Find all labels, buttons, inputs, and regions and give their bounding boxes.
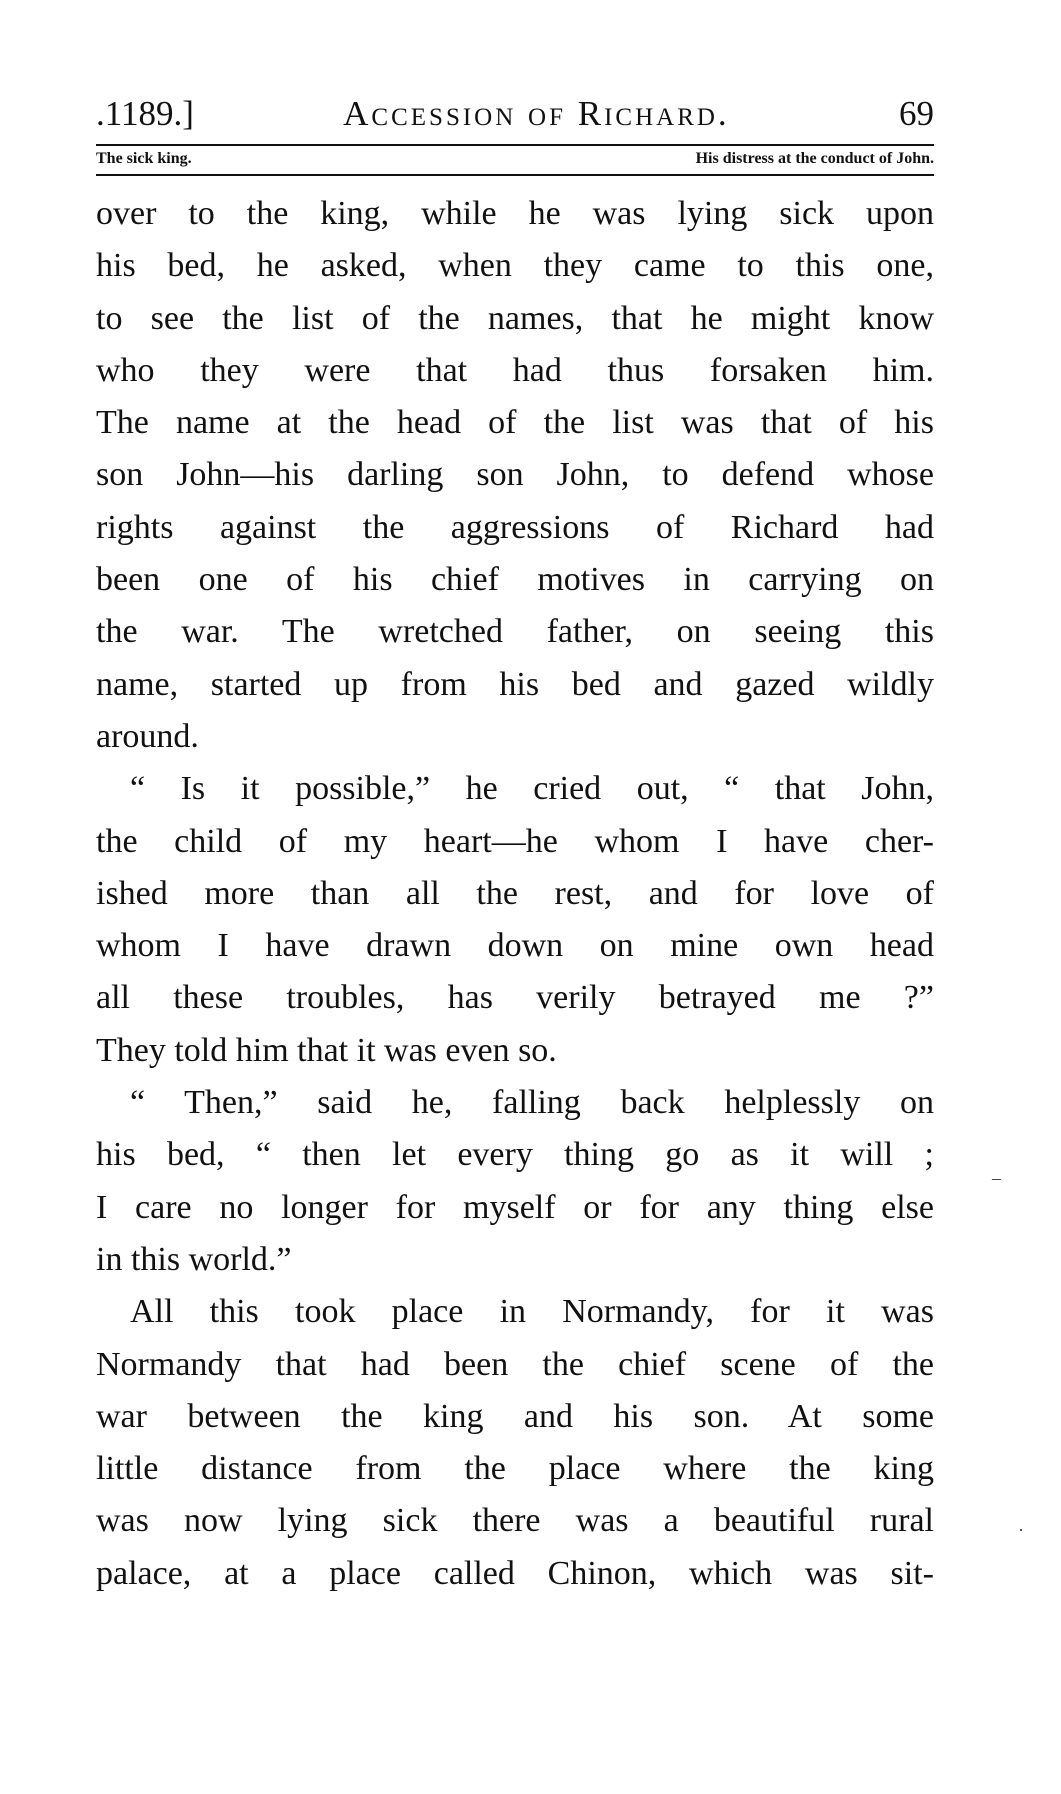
text-line: around. [96, 717, 199, 755]
running-head-year: .1189.] [96, 94, 194, 133]
book-page [96, 92, 934, 1600]
text-line: was now lying sick there was a beautiful rural [96, 1502, 934, 1540]
ink-speck-mark: – [992, 1168, 1001, 1188]
running-head-title: Accession of Richard. [343, 94, 730, 133]
side-head-rule [96, 174, 934, 176]
page-number: 69 [899, 94, 934, 133]
paragraph-2 [96, 763, 934, 1077]
text-line: been one of his chief motives in carrying on [96, 561, 934, 599]
text-line: the child of my heart—he whom I have cher- [96, 822, 934, 860]
text-line: son John—his darling son John, to defend whose [96, 456, 934, 494]
text-line: ished more than all the rest, and for love of [96, 874, 934, 912]
text-line: all these troubles, has verily betrayed me ?” [96, 979, 934, 1017]
text-line: “ Is it possible,” he cried out, “ that John, [130, 770, 934, 808]
text-line: who they were that had thus forsaken him. [96, 351, 934, 389]
paragraph-3 [96, 1077, 934, 1286]
text-line: palace, at a place called Chinon, which was sit- [96, 1554, 934, 1592]
ink-speck-mark: · [1018, 1520, 1024, 1540]
text-line: Normandy that had been the chief scene of the [96, 1345, 934, 1383]
text-line: name, started up from his bed and gazed wildly [96, 665, 934, 703]
text-line: “ Then,” said he, falling back helplessly on [130, 1084, 934, 1122]
side-head-left: The sick king. [96, 150, 192, 167]
text-line: to see the list of the names, that he might know [96, 299, 934, 337]
side-head-right: His distress at the conduct of John. [695, 150, 934, 167]
running-head [96, 92, 934, 138]
side-heads [96, 146, 934, 172]
text-line: The name at the head of the list was that of his [96, 404, 934, 442]
text-line: his bed, “ then let every thing go as it will ; [96, 1136, 934, 1174]
text-line: rights against the aggressions of Richard had [96, 508, 934, 546]
text-line: the war. The wretched father, on seeing this [96, 613, 934, 651]
text-line: in this world.” [96, 1240, 292, 1278]
body-text [96, 188, 934, 1600]
text-line: over to the king, while he was lying sick upon [96, 195, 934, 232]
text-line: whom I have drawn down on mine own head [96, 927, 934, 965]
text-line: war between the king and his son. At some [96, 1397, 934, 1435]
paragraph-4 [96, 1286, 934, 1600]
text-line: They told him that it was even so. [96, 1031, 557, 1069]
text-line: I care no longer for myself or for any thing else [96, 1188, 934, 1226]
paragraph-1 [96, 188, 934, 763]
text-line: little distance from the place where the king [96, 1450, 934, 1488]
text-line: All this took place in Normandy, for it was [130, 1293, 934, 1331]
text-line: his bed, he asked, when they came to this one, [96, 247, 934, 285]
